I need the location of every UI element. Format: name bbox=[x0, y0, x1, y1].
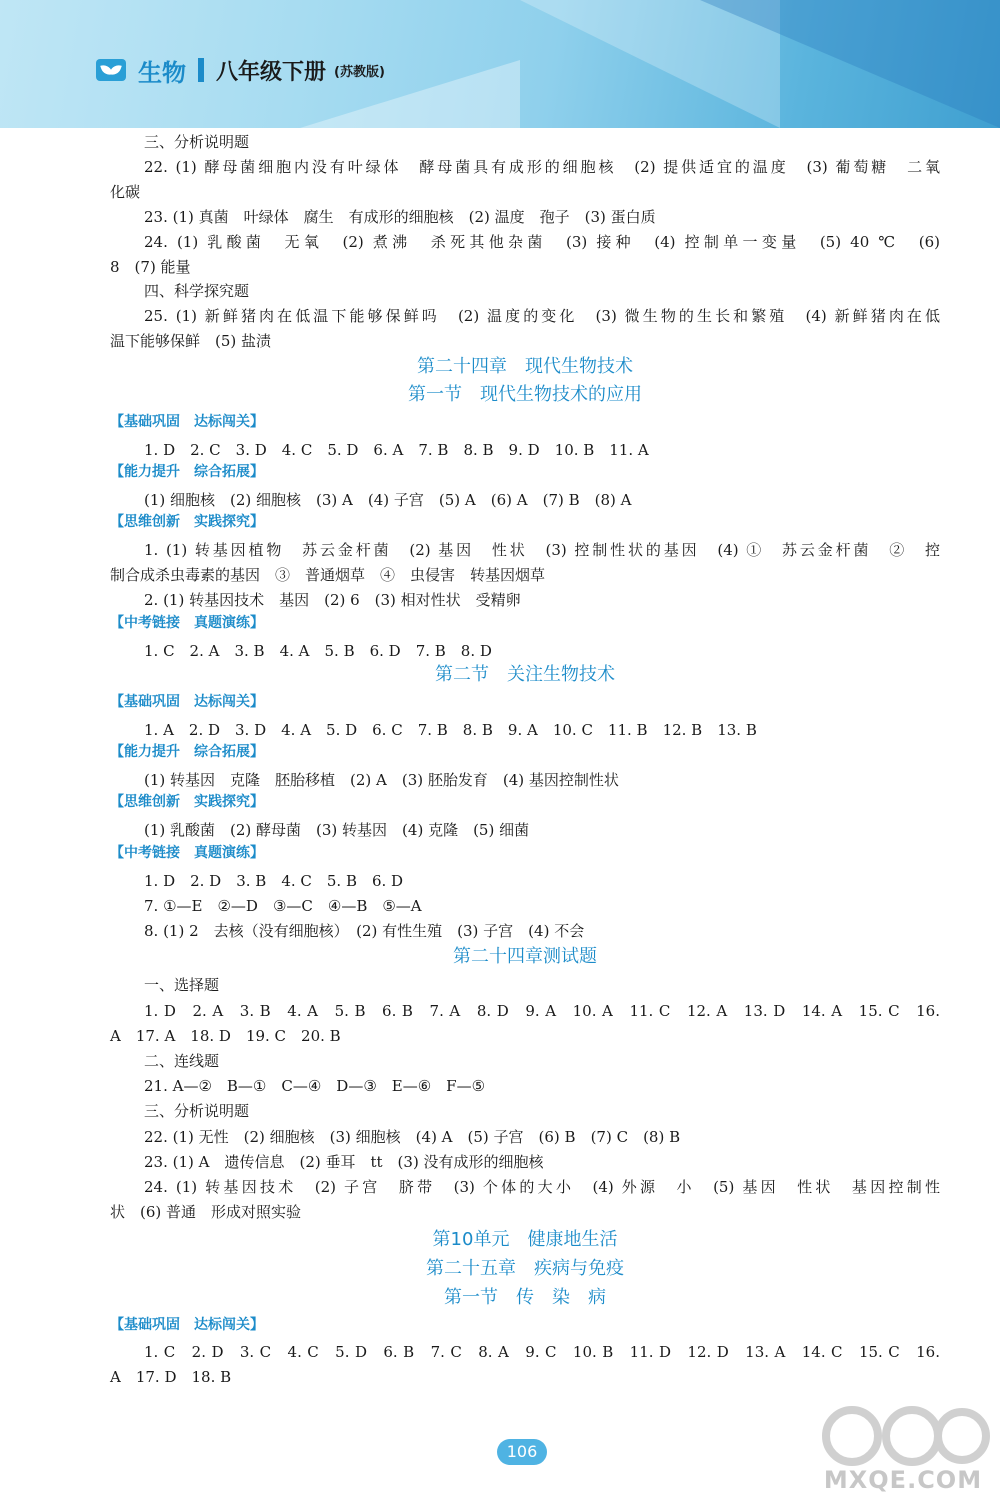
answer-line: 1. C 2. A 3. B 4. A 5. B 6. D 7. B 8. D bbox=[144, 642, 492, 660]
section-heading: 第二十四章 现代生物技术 bbox=[417, 356, 633, 377]
answer-line: (1) 乳酸菌 (2) 酵母菌 (3) 转基因 (4) 克隆 (5) 细菌 bbox=[144, 821, 530, 839]
category-tag: 【中考链接 真题演练】 bbox=[110, 845, 264, 861]
section-heading: 第二十五章 疾病与免疫 bbox=[426, 1258, 624, 1279]
category-tag: 【能力提升 综合拓展】 bbox=[110, 744, 264, 760]
edition-label: (苏教版) bbox=[334, 64, 385, 80]
category-tag: 【思维创新 实践探究】 bbox=[110, 794, 264, 810]
category-tag: 【思维创新 实践探究】 bbox=[110, 514, 264, 530]
answer-line: 1. A 2. D 3. D 4. A 5. D 6. C 7. B 8. B 9. A 10. C 11. B 12. B 13. B bbox=[144, 721, 757, 739]
answer-line: 三、分析说明题 bbox=[144, 133, 250, 151]
answer-line: 1. D 2. A 3. B 4. A 5. B 6. B 7. A 8. D 9. A 10. A 11. C 12. A 13. D 14. A 15. C 16. bbox=[144, 1002, 940, 1020]
answer-line: A 17. A 18. D 19. C 20. B bbox=[110, 1027, 341, 1045]
answer-line: 状 (6) 普通 形成对照实验 bbox=[110, 1203, 302, 1221]
answer-line: 7. ①—E ②—D ③—C ④—B ⑤—A bbox=[144, 897, 422, 915]
answer-line: 22. (1) 无性 (2) 细胞核 (3) 细胞核 (4) A (5) 子宫 (6) B (7) C (8) B bbox=[144, 1128, 681, 1146]
answer-line: 21. A—② B—① C—④ D—③ E—⑥ F—⑤ bbox=[144, 1077, 486, 1095]
answer-line: 二、连线题 bbox=[144, 1052, 220, 1070]
section-heading: 第一节 现代生物技术的应用 bbox=[408, 384, 642, 405]
answer-line: 制合成杀虫毒素的基因 ③ 普通烟草 ④ 虫侵害 转基因烟草 bbox=[110, 566, 546, 584]
section-heading: 第二节 关注生物技术 bbox=[435, 664, 615, 685]
answer-line: 1. D 2. C 3. D 4. C 5. D 6. A 7. B 8. B 9. D 10. B 11. A bbox=[144, 441, 649, 459]
category-tag: 【基础巩固 达标闯关】 bbox=[110, 414, 264, 430]
answer-line: 22. (1) 酵母菌细胞内没有叶绿体 酵母菌具有成形的细胞核 (2) 提供适宜的温度 (3) 葡萄糖 二氧 bbox=[144, 158, 940, 176]
answer-line: (1) 转基因 克隆 胚胎移植 (2) A (3) 胚胎发育 (4) 基因控制性状 bbox=[144, 771, 619, 789]
category-tag: 【中考链接 真题演练】 bbox=[110, 615, 264, 631]
answer-line: 温下能够保鲜 (5) 盐渍 bbox=[110, 332, 272, 350]
category-tag: 【基础巩固 达标闯关】 bbox=[110, 1317, 264, 1333]
answer-line: 23. (1) 真菌 叶绿体 腐生 有成形的细胞核 (2) 温度 孢子 (3) 蛋白质 bbox=[144, 208, 656, 226]
answer-line: (1) 细胞核 (2) 细胞核 (3) A (4) 子宫 (5) A (6) A (7) B (8) A bbox=[144, 491, 632, 509]
answer-line: 一、选择题 bbox=[144, 976, 220, 994]
section-heading: 第10单元 健康地生活 bbox=[432, 1229, 618, 1250]
leaf-icon bbox=[96, 59, 126, 81]
page-header-banner bbox=[0, 0, 1000, 128]
answer-line: 25. (1) 新鲜猪肉在低温下能够保鲜吗 (2) 温度的变化 (3) 微生物的生长和繁殖 (4) 新鲜猪肉在低 bbox=[144, 307, 940, 325]
answer-line: 1. (1) 转基因植物 苏云金杆菌 (2) 基因 性状 (3) 控制性状的基因 (4) ① 苏云金杆菌 ② 控 bbox=[144, 541, 940, 559]
page-number: 106 bbox=[497, 1439, 547, 1465]
category-tag: 【能力提升 综合拓展】 bbox=[110, 464, 264, 480]
answer-line: 24. (1) 转基因技术 (2) 子宫 脐带 (3) 个体的大小 (4) 外源 小 (5) 基因 性状 基因控制性 bbox=[144, 1178, 940, 1196]
answer-line: 8 (7) 能量 bbox=[110, 258, 191, 276]
answer-line: 三、分析说明题 bbox=[144, 1102, 250, 1120]
header-title bbox=[96, 50, 385, 90]
category-tag: 【基础巩固 达标闯关】 bbox=[110, 694, 264, 710]
grade-label: 八年级下册 bbox=[216, 59, 327, 85]
answer-line: 8. (1) 2 去核（没有细胞核） (2) 有性生殖 (3) 子宫 (4) 不会 bbox=[144, 922, 585, 940]
answer-line: 化碳 bbox=[110, 183, 141, 201]
section-heading: 第二十四章测试题 bbox=[453, 946, 597, 967]
watermark-text: MXQE.COM bbox=[823, 1466, 983, 1494]
section-heading: 第一节 传 染 病 bbox=[444, 1287, 606, 1308]
answer-line: 24. (1) 乳酸菌 无氧 (2) 煮沸 杀死其他杂菌 (3) 接种 (4) 控制单一变量 (5) 40 ℃ (6) bbox=[144, 233, 940, 251]
title-separator bbox=[198, 58, 204, 82]
answer-line: 1. C 2. D 3. C 4. C 5. D 6. B 7. C 8. A 9. C 10. B 11. D 12. D 13. A 14. C 15. C 16. bbox=[144, 1343, 940, 1361]
answer-line: 四、科学探究题 bbox=[144, 282, 250, 300]
answer-line: A 17. D 18. B bbox=[110, 1368, 232, 1386]
answer-line: 2. (1) 转基因技术 基因 (2) 6 (3) 相对性状 受精卵 bbox=[144, 591, 521, 609]
answer-line: 1. D 2. D 3. B 4. C 5. B 6. D bbox=[144, 872, 404, 890]
subject-label: 生物 bbox=[138, 58, 186, 87]
answer-line: 23. (1) A 遗传信息 (2) 垂耳 tt (3) 没有成形的细胞核 bbox=[144, 1153, 544, 1171]
